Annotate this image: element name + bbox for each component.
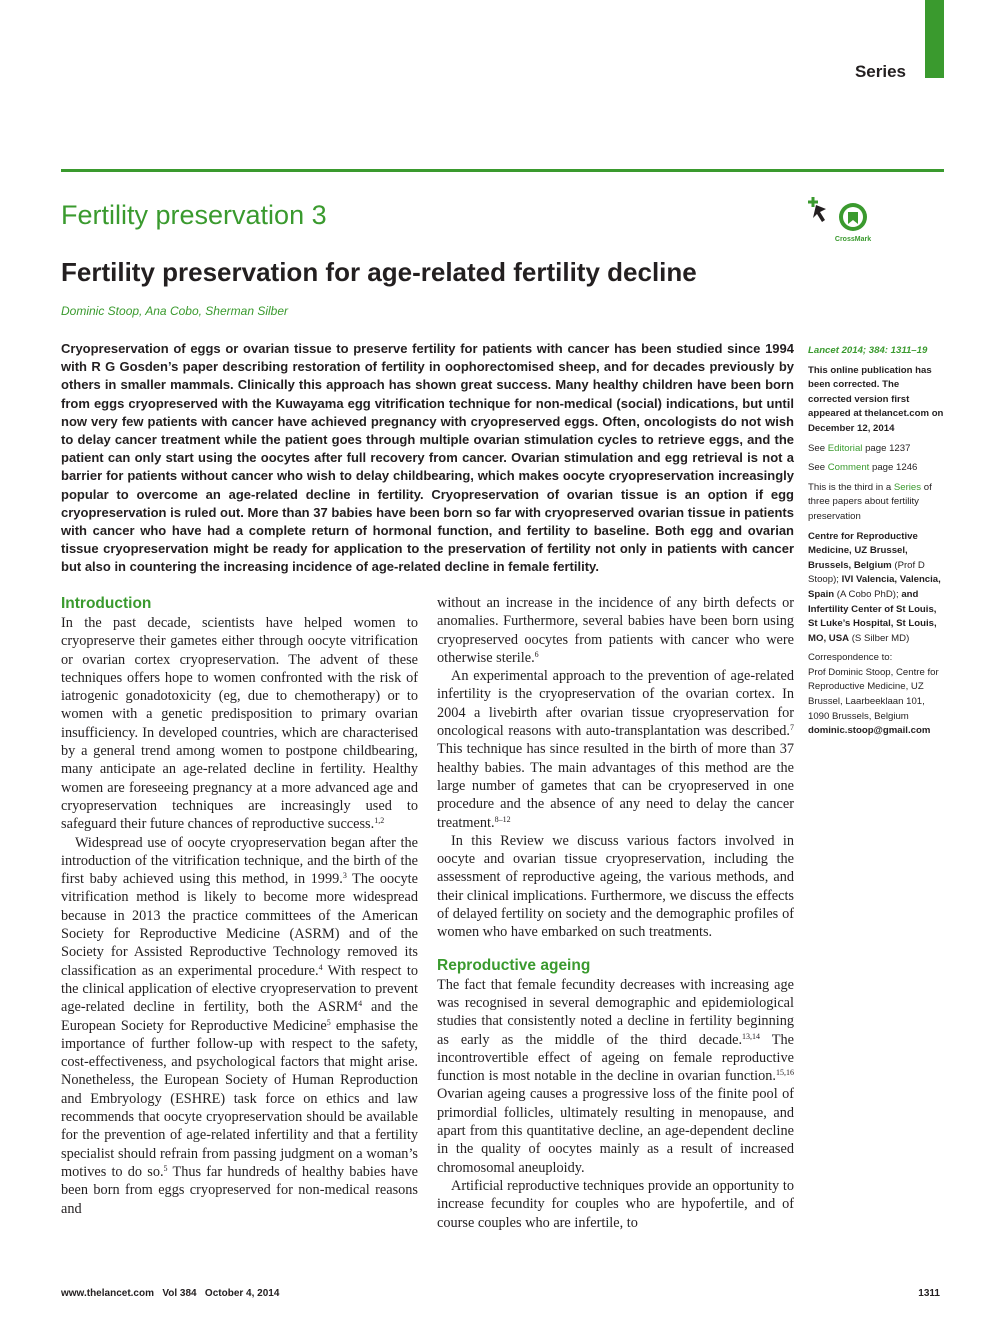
body-column-left <box>61 594 418 1218</box>
series-title: Fertility preservation 3 <box>61 200 327 230</box>
paragraph: Widespread use of oocyte cryopreservation began after the introduction of the vitrification technique, and the birth of the first baby achieved using this method, in 1999.$^3$ The oocyte vitrification method is likely to become more widespread because in 2013 the practice committees of the American Society for Reproductive Medicine (ASRM) and of the Society for Assisted Reproductive Technology removed its classification as an experimental procedure.$^4$ With respect to the clinical application of elective cryopreservation to prevent age-related decline in fertility, both the ASRM$^4$ and the European Society for Reproductive Medicine$^5$ emphasise the importance of further follow-up with respect to the safety, cost-effectiveness, and psychological factors that might arise. Nonetheless, the European Society of Human Reproduction and Embryology (ESHRE) task force on ethics and law recommends that oocyte cryopreservation should be available for the prevention of age-related infertility and that a fertility specialist should refrain from passing judgment on a woman’s motives to do so.$^5$ Thus far hundreds of healthy babies have been born from eggs cryopreserved for non-medical reasons and <box>61 834 418 1217</box>
paragraph: In this Review we discuss various factors involved in oocyte and ovarian tissue cryopreservation, including the assessment of reproductive ageing, the various methods, and their clinical implications. Furthermore, we discuss the effects of delayed fertility on society and the demographic profiles of women who have embarked on such treatments. <box>437 832 794 941</box>
section-label: Series <box>854 62 906 81</box>
see-comment: See Comment page 1246 <box>808 462 918 474</box>
comment-link[interactable]: Comment <box>827 462 870 474</box>
footer-journal-info: www.thelancet.com Vol 384 October 4, 2014 <box>61 1288 280 1299</box>
sidebar <box>808 344 944 739</box>
paragraph: An experimental approach to the prevention of age-related infertility is the cryopreservation of the ovarian cortex. In 2004 a livebirth after ovarian tissue cryopreservation for oncological reasons with auto-transplantation was described.$^7$ This technique has since resulted in the birth of more than 37 healthy babies. The main advantages of this method are the large number of gametes that can be cryopreserved in one procedure and the absence of any need to delay the cancer treatment.$^{8-12}$ <box>437 668 794 831</box>
paragraph: without an increase in the incidence of any birth defects or anomalies. Furthermore, several babies have been born using cryopreserved oocytes from patients with cancer who were otherwise sterile.$^6$ <box>437 595 794 666</box>
body-column-right <box>437 594 794 1232</box>
crossmark-badge[interactable] <box>806 195 872 245</box>
series-link[interactable]: Series <box>893 481 922 493</box>
paragraph: In the past decade, scientists have helped women to cryopreserve their gametes either through oocyte vitrification or ovarian cortex cryopreservation. The advent of these techniques offers hope to women confronted with the risk of iatrogenic gonadotoxicity (eg, due to chemotherapy) or to women with a genetic predisposition to primary ovarian insufficiency. In developed countries, which are characterised by a general trend among women to postpone childbearing, many anticipate an age-related decline in fertility. Healthy women are foreseeing pregnancy at a more advanced age and cryopreservation techniques are increasingly used to safeguard their future chances of reproductive success.$^{1,2}$ <box>61 615 418 833</box>
crossmark-icon <box>806 195 872 245</box>
article-title: Fertility preservation for age-related fertility decline <box>61 257 697 287</box>
paragraph: The fact that female fecundity decreases with increasing age was recognised in several demographic and epidemiological studies that consistently noted a decline in fertility beginning as early as the middle of the third decade.$^{13,14}$ The incontrovertible effect of ageing on female reproductive function is most notable in the decline in ovarian function.$^{15,16}$ Ovarian ageing causes a progressive loss of the finite pool of primordial follicles, ultimately resulting in menopause, and apart from this quantitative decline, an age-dependent decline in the quality of oocytes mainly as a result of increased chromosomal aneuploidy. <box>437 976 794 1176</box>
header-rule <box>61 169 944 172</box>
correction-note: This online publication has been corrected. The corrected version first appeared at thelancet.com on December 12, 2014 <box>808 364 944 434</box>
abstract: Cryopreservation of eggs or ovarian tissue to preserve fertility for patients with cancer has been studied since 1994 with R G Gosden’s paper describing restoration of fertility in oophorectomised sheep, and for decades previously by others in smaller mammals. Clinically this approach has shown great success. Many healthy children have been born from eggs cryopreserved with the Kuwayama egg vitrification technique for non-medical (social) indications, but until now very few patients with cancer have achieved pregnancy with cryopreserved eggs. Often, oncologists do not wish to delay cancer treatment while the patient goes through multiple ovarian stimulation cycles to retrieve eggs, and the patient can only start using the oocytes after full recovery from cancer. Ovarian stimulation and egg retrieval is not a barrier for patients without cancer who wish to delay childbearing, which makes oocyte cryopreservation increasingly popular to overcome an age-related decline in fertility. Cryopreservation of ovarian tissue is an option if egg cryopreservation is ruled out. More than 37 babies have been born so far with cryopreserved ovarian tissue in patients with cancer who have had a complete return of hormonal function, and fertility to baseline. Both egg and ovarian tissue cryopreservation might be ready for application to the preservation of fertility not only in patients with cancer but also in countering the increasing incidence of age-related decline in female fertility. <box>61 341 794 575</box>
correspondence: Correspondence to: Prof Dominic Stoop, Centre for Reproductive Medicine, UZ Brussel, Laarbeeklaan 101, 1090 Brussels, Belgium dominic.stoop@gmail.com <box>808 652 939 737</box>
journal-citation: Lancet 2014; 384: 1311–19 <box>808 345 928 356</box>
editorial-link[interactable]: Editorial <box>827 442 863 454</box>
page-number: 1311 <box>918 1288 940 1299</box>
paragraph: Artificial reproductive techniques provide an opportunity to increase fecundity for couples who are hypofertile, and of course couples who are infertile, to <box>437 1177 794 1231</box>
introduction-heading: Introduction <box>61 595 152 612</box>
crossmark-label: CrossMark <box>834 236 872 243</box>
reproductive-ageing-heading: Reproductive ageing <box>437 956 591 974</box>
author-list: Dominic Stoop, Ana Cobo, Sherman Silber <box>61 304 289 318</box>
correspondence-email[interactable]: dominic.stoop@gmail.com <box>808 725 931 737</box>
series-note: This is the third in a Series of three papers about fertility preservation <box>808 481 932 522</box>
see-editorial: See Editorial page 1237 <box>808 442 911 454</box>
series-color-bar <box>925 0 944 78</box>
affiliations: Centre for Reproductive Medicine, UZ Brussel, Brussels, Belgium (Prof D Stoop); IVI Valencia, Valencia, Spain (A Cobo PhD); and Infertility Center of St Louis, St Luke’s Hospital, St Louis, MO, USA (S Silber MD) <box>808 530 941 644</box>
